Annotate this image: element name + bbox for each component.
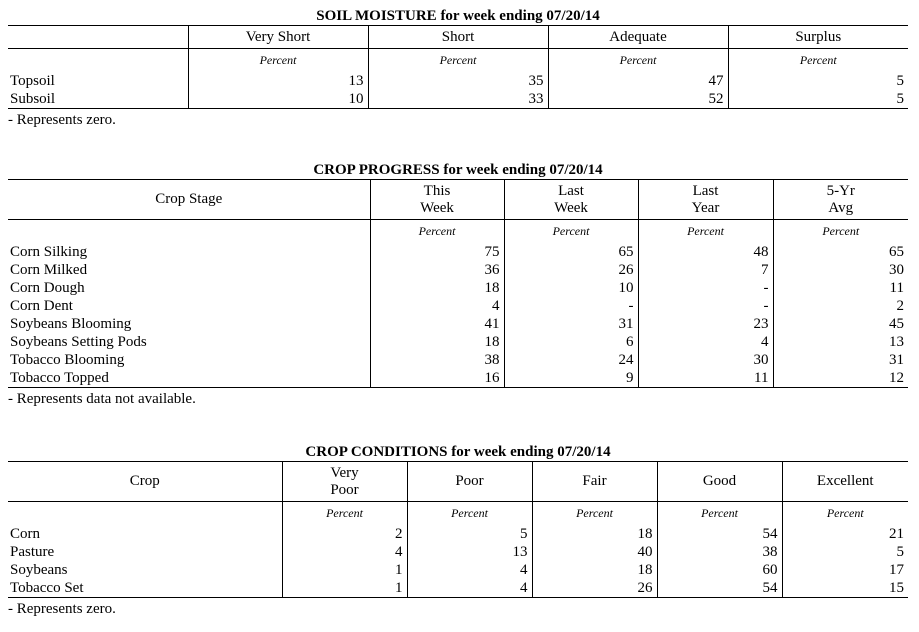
soil-moisture-section — [8, 8, 908, 129]
unit-label: Percent — [532, 502, 657, 526]
table-cell: 24 — [504, 351, 638, 369]
table-cell: 10 — [504, 279, 638, 297]
table-cell: 41 — [370, 315, 504, 333]
col-header-very-poor: Very Poor — [282, 462, 407, 502]
crop-conditions-title: CROP CONDITIONS for week ending 07/20/14 — [305, 444, 611, 460]
table-cell: 75 — [370, 243, 504, 261]
table-cell: 4 — [370, 297, 504, 315]
col-header-surplus: Surplus — [728, 26, 908, 49]
table-cell: 54 — [657, 525, 782, 543]
col-header-excellent: Excellent — [782, 462, 908, 502]
table-cell: 12 — [773, 369, 908, 388]
table-cell: 1 — [282, 579, 407, 598]
crop-stage-header: Crop Stage — [8, 180, 370, 220]
table-cell: 15 — [782, 579, 908, 598]
unit-label: Percent — [407, 502, 532, 526]
table-cell: 36 — [370, 261, 504, 279]
table-cell: 33 — [368, 90, 548, 109]
table-cell: 5 — [728, 90, 908, 109]
table-row — [8, 579, 908, 598]
table-cell: 65 — [773, 243, 908, 261]
table-cell: 48 — [638, 243, 773, 261]
soil-moisture-table — [8, 25, 908, 109]
table-cell: 9 — [504, 369, 638, 388]
crop-progress-table — [8, 179, 908, 388]
table-cell: 11 — [638, 369, 773, 388]
table-cell: 60 — [657, 561, 782, 579]
table-cell: 31 — [773, 351, 908, 369]
table-row — [8, 72, 908, 90]
crop-progress-section — [8, 162, 908, 408]
row-label: Soybeans Setting Pods — [10, 334, 147, 350]
col-header-this-week: This Week — [370, 180, 504, 220]
crop-conditions-note: - Represents zero. — [8, 601, 116, 617]
table-cell: 1 — [282, 561, 407, 579]
table-row — [8, 297, 908, 315]
table-cell: 45 — [773, 315, 908, 333]
soil-moisture-note: - Represents zero. — [8, 112, 116, 128]
table-cell: 65 — [504, 243, 638, 261]
table-row — [8, 543, 908, 561]
col-header-good: Good — [657, 462, 782, 502]
unit-label: Percent — [282, 502, 407, 526]
table-cell: 13 — [407, 543, 532, 561]
table-cell: 18 — [532, 525, 657, 543]
table-cell: 4 — [407, 579, 532, 598]
table-cell: 35 — [368, 72, 548, 90]
table-cell: 2 — [773, 297, 908, 315]
table-cell: 47 — [548, 72, 728, 90]
table-cell: 10 — [188, 90, 368, 109]
table-cell: 5 — [407, 525, 532, 543]
table-row — [8, 279, 908, 297]
table-row — [8, 561, 908, 579]
crop-conditions-table — [8, 461, 908, 598]
table-cell: 30 — [773, 261, 908, 279]
col-header-very-short: Very Short — [188, 26, 368, 49]
table-cell: 21 — [782, 525, 908, 543]
row-label: Soybeans — [10, 562, 68, 578]
soil-moisture-stub-header — [8, 26, 188, 49]
table-cell: - — [638, 279, 773, 297]
table-cell: 23 — [638, 315, 773, 333]
table-cell: 5 — [782, 543, 908, 561]
unit-label: Percent — [370, 220, 504, 244]
row-label: Corn Silking — [10, 244, 88, 260]
unit-label: Percent — [657, 502, 782, 526]
table-cell: 13 — [773, 333, 908, 351]
table-cell: 26 — [504, 261, 638, 279]
row-label: Pasture — [10, 544, 55, 560]
unit-label: Percent — [728, 49, 908, 73]
table-cell: 7 — [638, 261, 773, 279]
unit-label: Percent — [773, 220, 908, 244]
row-label: Tobacco Set — [8, 579, 282, 598]
row-label: Corn — [10, 526, 40, 542]
unit-label: Percent — [638, 220, 773, 244]
col-header-short: Short — [368, 26, 548, 49]
row-label: Corn Dough — [10, 280, 85, 296]
table-row — [8, 351, 908, 369]
soil-moisture-title: SOIL MOISTURE for week ending 07/20/14 — [316, 8, 600, 24]
row-label: Soybeans Blooming — [10, 316, 132, 332]
table-row — [8, 90, 908, 109]
table-cell: 4 — [282, 543, 407, 561]
crop-header: Crop — [8, 462, 282, 502]
col-header-fair: Fair — [532, 462, 657, 502]
row-label: Tobacco Topped — [8, 369, 370, 388]
col-header-5yr-avg: 5-Yr Avg — [773, 180, 908, 220]
col-header-poor: Poor — [407, 462, 532, 502]
table-cell: 38 — [657, 543, 782, 561]
row-label: Corn Dent — [10, 298, 73, 314]
table-row — [8, 243, 908, 261]
table-row — [8, 333, 908, 351]
table-cell: 40 — [532, 543, 657, 561]
table-cell: 2 — [282, 525, 407, 543]
table-cell: 4 — [407, 561, 532, 579]
unit-label: Percent — [504, 220, 638, 244]
table-cell: 26 — [532, 579, 657, 598]
crop-progress-note: - Represents data not available. — [8, 391, 196, 407]
table-row — [8, 315, 908, 333]
table-cell: 4 — [638, 333, 773, 351]
table-cell: 16 — [370, 369, 504, 388]
unit-label: Percent — [368, 49, 548, 73]
unit-label: Percent — [548, 49, 728, 73]
unit-label: Percent — [188, 49, 368, 73]
table-cell: 54 — [657, 579, 782, 598]
col-header-adequate: Adequate — [548, 26, 728, 49]
row-label: Corn Milked — [10, 262, 88, 278]
col-header-last-week: Last Week — [504, 180, 638, 220]
unit-label: Percent — [782, 502, 908, 526]
crop-conditions-section — [8, 444, 908, 618]
table-cell: 5 — [728, 72, 908, 90]
table-cell: 31 — [504, 315, 638, 333]
table-cell: 6 — [504, 333, 638, 351]
table-row — [8, 369, 908, 388]
table-cell: 52 — [548, 90, 728, 109]
table-cell: 18 — [370, 279, 504, 297]
table-cell: 38 — [370, 351, 504, 369]
row-label: Tobacco Blooming — [10, 352, 125, 368]
table-cell: 30 — [638, 351, 773, 369]
row-label: Topsoil — [10, 73, 55, 89]
table-cell: 18 — [370, 333, 504, 351]
crop-progress-title: CROP PROGRESS for week ending 07/20/14 — [313, 162, 603, 178]
table-cell: - — [638, 297, 773, 315]
col-header-last-year: Last Year — [638, 180, 773, 220]
table-cell: 18 — [532, 561, 657, 579]
table-cell: 17 — [782, 561, 908, 579]
table-cell: 13 — [188, 72, 368, 90]
table-row — [8, 525, 908, 543]
row-label: Subsoil — [8, 90, 188, 109]
table-row — [8, 261, 908, 279]
table-cell: - — [504, 297, 638, 315]
table-cell: 11 — [773, 279, 908, 297]
